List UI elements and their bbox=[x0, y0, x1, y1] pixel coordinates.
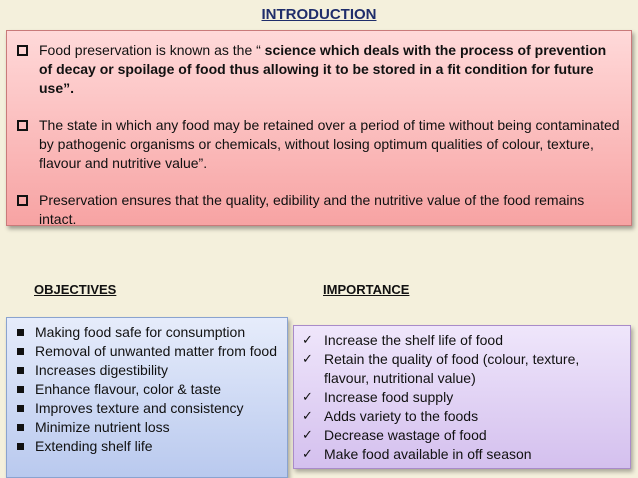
checkmark-icon: ✓ bbox=[302, 428, 313, 443]
list-item bbox=[15, 380, 279, 399]
list-item bbox=[15, 399, 279, 418]
intro-item-bold-text: science which deals with the process of prevention of decay or spoilage of food thus allowing it to be stored in a fit condition for future use”. bbox=[39, 42, 607, 96]
filled-square-icon bbox=[17, 424, 24, 431]
importance-text: Adds variety to the foods bbox=[324, 408, 479, 424]
importance-box bbox=[293, 325, 631, 469]
objective-text: Improves texture and consistency bbox=[35, 400, 244, 416]
filled-square-icon bbox=[17, 405, 24, 412]
importance-text: Increase food supply bbox=[324, 389, 454, 405]
list-item bbox=[302, 388, 622, 407]
importance-text: Retain the quality of food (colour, texture, flavour, nutritional value) bbox=[324, 351, 580, 386]
list-item bbox=[15, 418, 279, 437]
intro-item-text: Preservation ensures that the quality, edibility and the nutritive value of the food remains intact. bbox=[39, 192, 585, 227]
objective-text: Removal of unwanted matter from food bbox=[35, 343, 278, 359]
slide-title: INTRODUCTION bbox=[261, 6, 377, 23]
objective-text: Increases digestibility bbox=[35, 362, 169, 378]
checkmark-icon: ✓ bbox=[302, 447, 313, 462]
objective-text: Extending shelf life bbox=[35, 438, 153, 454]
objective-text: Enhance flavour, color & taste bbox=[35, 381, 221, 397]
list-item bbox=[302, 445, 622, 464]
hollow-square-icon bbox=[17, 45, 28, 56]
intro-item bbox=[15, 191, 621, 229]
importance-text: Decrease wastage of food bbox=[324, 427, 487, 443]
importance-text: Make food available in off season bbox=[324, 446, 532, 462]
importance-heading: IMPORTANCE bbox=[323, 282, 410, 297]
intro-item-prefix: Food preservation is known as the “ bbox=[39, 42, 265, 58]
objective-text: Making food safe for consumption bbox=[35, 324, 246, 340]
introduction-box bbox=[6, 30, 632, 226]
objective-text: Minimize nutrient loss bbox=[35, 419, 170, 435]
importance-text: Increase the shelf life of food bbox=[324, 332, 503, 348]
objectives-heading: OBJECTIVES bbox=[34, 282, 117, 297]
intro-item bbox=[15, 41, 621, 98]
list-item bbox=[15, 437, 279, 456]
filled-square-icon bbox=[17, 367, 24, 374]
hollow-square-icon bbox=[17, 195, 28, 206]
intro-item bbox=[15, 116, 621, 173]
list-item bbox=[302, 407, 622, 426]
filled-square-icon bbox=[17, 348, 24, 355]
list-item bbox=[15, 323, 279, 342]
list-item bbox=[302, 350, 622, 388]
filled-square-icon bbox=[17, 443, 24, 450]
checkmark-icon: ✓ bbox=[302, 333, 313, 348]
intro-item-text: The state in which any food may be retained over a period of time without being contaminated by pathogenic organisms or chemicals, without losing optimum qualities of colour, texture, flavour and nutritive value”. bbox=[39, 117, 620, 171]
hollow-square-icon bbox=[17, 120, 28, 131]
checkmark-icon: ✓ bbox=[302, 409, 313, 424]
filled-square-icon bbox=[17, 329, 24, 336]
filled-square-icon bbox=[17, 386, 24, 393]
list-item bbox=[302, 426, 622, 445]
list-item bbox=[302, 331, 622, 350]
checkmark-icon: ✓ bbox=[302, 390, 313, 405]
intro-item-text bbox=[39, 41, 621, 98]
objectives-box bbox=[6, 317, 288, 478]
list-item bbox=[15, 342, 279, 361]
list-item bbox=[15, 361, 279, 380]
checkmark-icon: ✓ bbox=[302, 352, 313, 367]
